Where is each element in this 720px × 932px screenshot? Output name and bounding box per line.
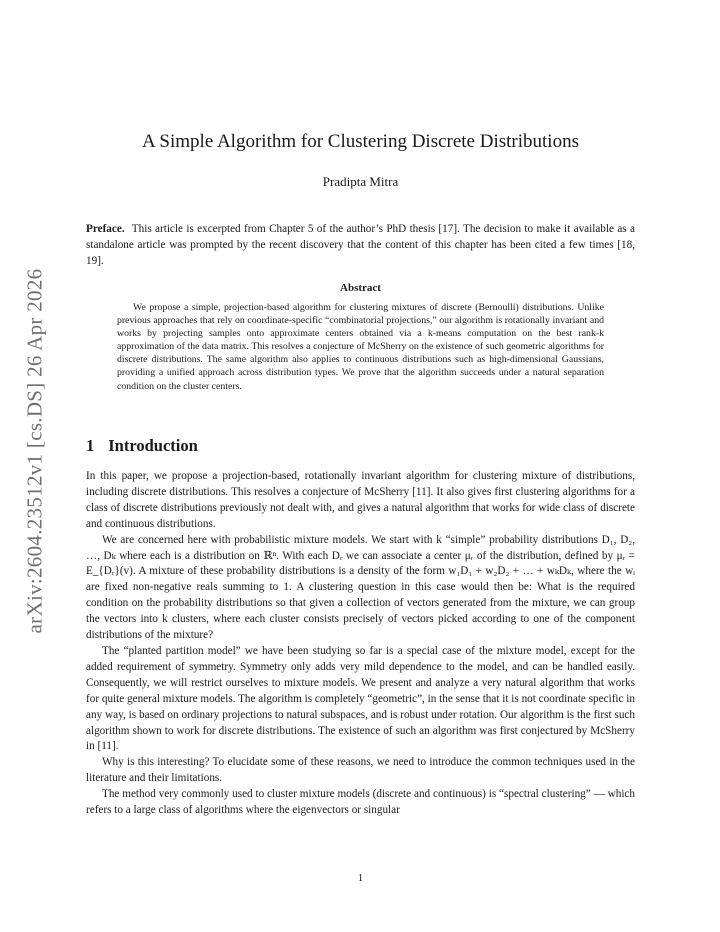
paragraph: The method very commonly used to cluster mixture models (discrete and continuous) is “spectral clustering” — which refers to a large class of algorithms where the eigenvectors or singular (86, 788, 635, 817)
preface-text: This article is excerpted from Chapter 5 of the author’s PhD thesis [17]. The decision to make it available as a standalone article was prompted by the recent discovery that the content of this chapter has been cited a few times [18, 19]. (86, 223, 635, 267)
arxiv-identifier (22, 260, 48, 642)
paragraph: The “planted partition model” we have been studying so far is a special case of the mixture model, except for the added requirement of symmetry. Symmetry only adds very mild dependence to the model, and can be handled easily. Consequently, we will restrict ourselves to mixture models. We present and analyze a very natural algorithm that works for quite general mixture models. The algorithm is completely “geometric”, in the sense that it is not coordinate specific in any way, is based on ordinary projections to natural subspaces, and is robust under rotation. Our algorithm is the first such algorithm shown to work for discrete distributions. The existence of such an algorithm was first conjectured by McSherry in [11]. (86, 644, 635, 753)
paragraph: Why is this interesting? To elucidate some of these reasons, we need to introduce the common techniques used in the literature and their limitations. (86, 756, 635, 785)
author-name: Pradipta Mitra (322, 174, 399, 189)
preface-label: Preface. (86, 223, 125, 235)
abstract-text: We propose a simple, projection-based algorithm for clustering mixtures of discrete (Bernoulli) distributions. Unlike previous approaches that rely on coordinate-specific “combinatorial projections,” our algorithm is rotationally invariant and works by projecting samples onto approximate centers obtained via a k-means computation on the best rank-k approximation of the data matrix. This resolves a conjecture of McSherry on the existence of such geometric algorithms for discrete distributions. The same algorithm also applies to continuous distributions such as high-dimensional Gaussians, providing a unified approach across distribution types. We prove that the algorithm succeeds under a natural separation condition on the cluster centers. (117, 302, 604, 392)
paragraph: We are concerned here with probabilistic mixture models. We start with k “simple” probability distributions D₁, D₂, …, Dₖ where each is a distribution on ℝⁿ. With each Dᵣ we can associate a center μᵣ of the distribution, defined by μᵣ = E_{Dᵣ}(v). A mixture of these probability distributions is a density of the form w₁D₁ + w₂D₂ + … + wₖDₖ, where the wᵢ are fixed non-negative reals summing to 1. A clustering question in this case would then be: What is the required condition on the probability distributions so that given a collection of vectors generated from the mixture, we can group the vectors into k clusters, where each cluster consists precisely of vectors picked according to one of the component distributions of the mixture? (86, 533, 635, 642)
preface (86, 221, 635, 269)
abstract-heading: Abstract (340, 282, 381, 294)
paper-title: A Simple Algorithm for Clustering Discrete Distributions (142, 131, 579, 152)
section-number: 1 (86, 436, 95, 455)
arxiv-identifier-text: arXiv:2604.23512v1 [cs.DS] 26 Apr 2026 (22, 268, 47, 634)
page-number: 1 (357, 872, 364, 884)
section-heading (86, 436, 198, 456)
body-text (86, 469, 635, 819)
section-title: Introduction (108, 436, 198, 455)
paragraph: In this paper, we propose a projection-based, rotationally invariant algorithm for clustering mixture of distributions, including discrete distributions. This resolves a conjecture of McSherry [11]. It also gives first clustering algorithms for a class of discrete distributions previously not dealt with, and gives a natural algorithm that works for wide class of discrete and continuous distributions. (86, 470, 635, 530)
